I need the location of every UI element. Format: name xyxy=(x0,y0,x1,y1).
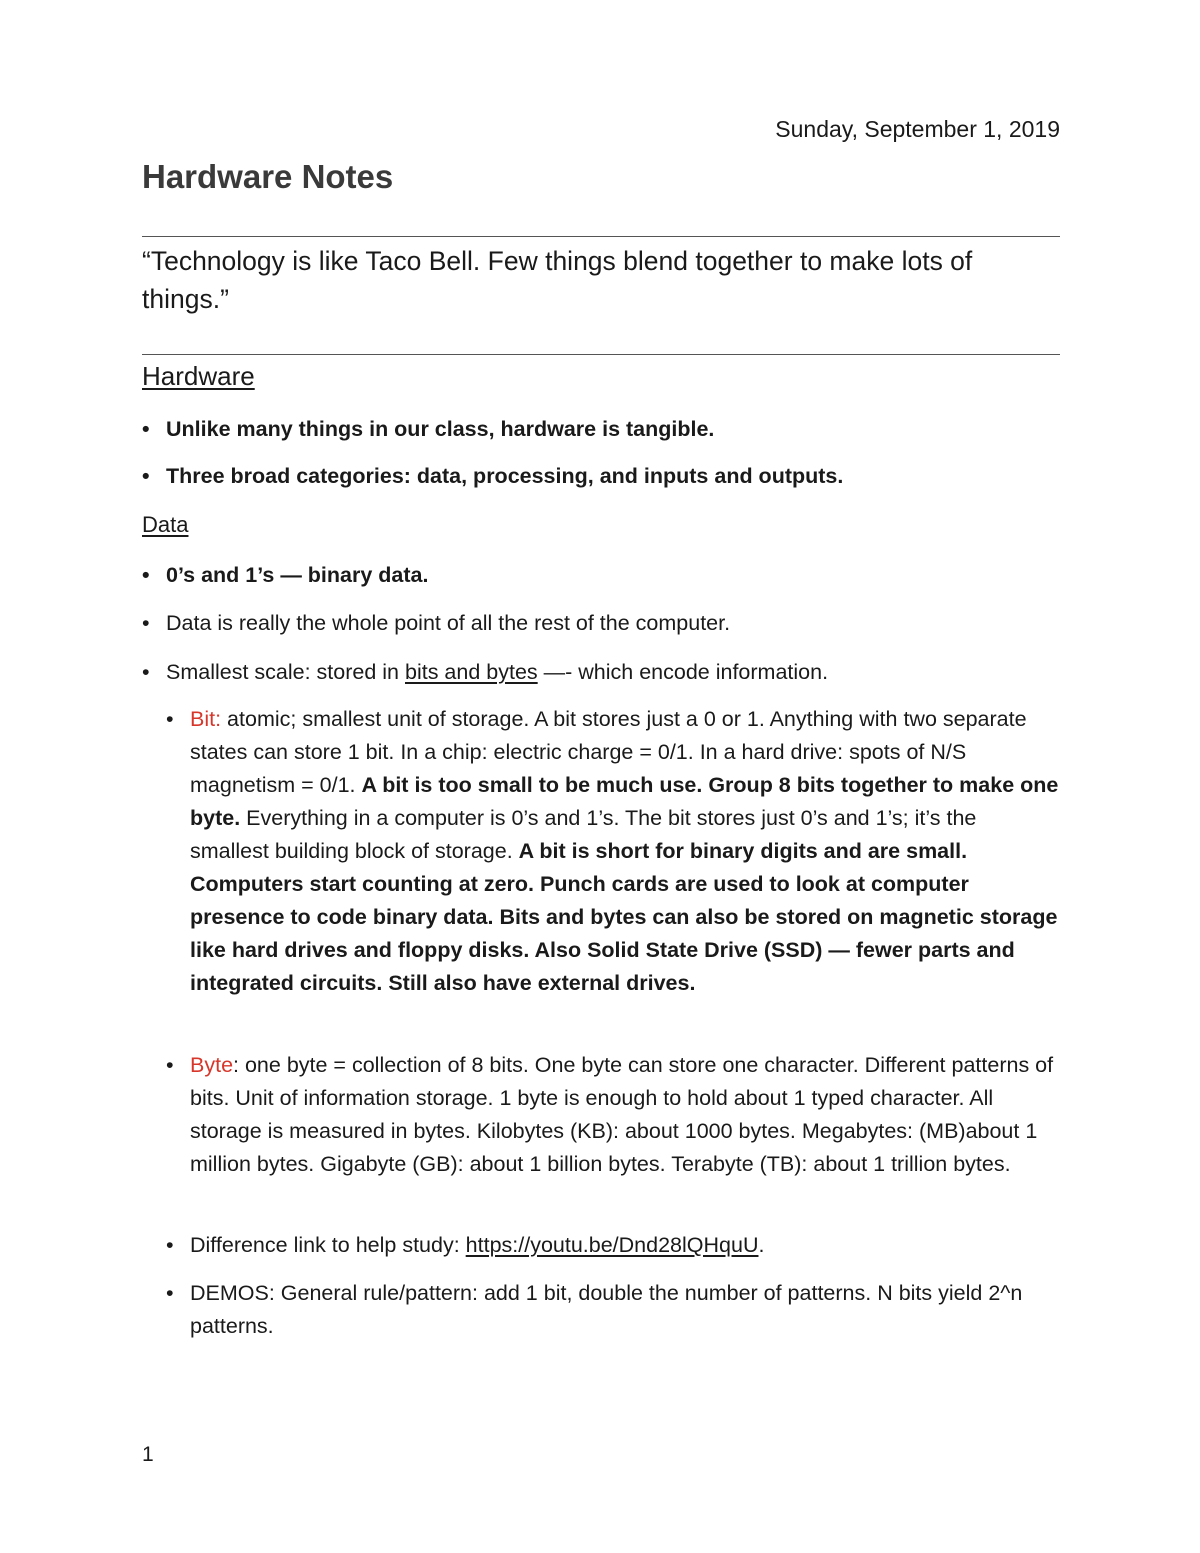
document-page xyxy=(142,0,1060,1553)
divider xyxy=(142,236,1060,237)
sub-list-item-bit: • Bit: atomic; smallest unit of storage. A bit stores just a 0 or 1. Anything with two separate states can store 1 bit. In a chip: electric charge = 0/1. In a hard drive: spots of N/S magnetism = 0/1. A bit is too small to be much use. Group 8 bits together to make one byte. Everything in a computer is 0’s and 1’s. The bit stores just 0’s and 1’s; it’s the smallest building block of storage. A bit is short for binary digits and are small. Computers start counting at zero. Punch cards are used to look at computer presence to code binary data. Bits and bytes can also be stored on magnetic storage like hard drives and floppy disks. Also Solid State Drive (SSD) — fewer parts and integrated circuits. Still also have external drives. xyxy=(166,703,1060,1000)
sub-list-item-demos: • DEMOS: General rule/pattern: add 1 bit, double the number of patterns. N bits yield 2^n patterns. xyxy=(166,1277,1060,1343)
term-link: bits and bytes xyxy=(405,660,538,684)
bullet: • xyxy=(142,464,150,488)
quote: “Technology is like Taco Bell. Few things blend together to make lots of things.” xyxy=(142,246,973,314)
term-label: Byte xyxy=(190,1053,234,1077)
section-heading-hardware: Hardware xyxy=(142,361,255,391)
list-item: • Three broad categories: data, processing, and inputs and outputs. xyxy=(142,460,1060,493)
bullet: • xyxy=(166,1233,174,1257)
list-item: • Data is really the whole point of all the rest of the computer. xyxy=(142,607,1060,640)
study-link[interactable]: https://youtu.be/Dnd28lQHquU xyxy=(465,1233,759,1257)
sub-list-item-link: • Difference link to help study: https://youtu.be/Dnd28lQHquU. xyxy=(166,1229,1060,1262)
list-item: • Unlike many things in our class, hardware is tangible. xyxy=(142,413,1060,446)
bullet: • xyxy=(166,707,174,731)
bullet: • xyxy=(142,563,150,587)
list-item: • 0’s and 1’s — binary data. xyxy=(142,559,1060,592)
page-number: 1 xyxy=(142,1443,154,1466)
bullet: • xyxy=(142,417,150,441)
bullet: • xyxy=(142,660,150,684)
list-item: • Smallest scale: stored in bits and bytes —- which encode information. xyxy=(142,656,1060,689)
divider xyxy=(142,354,1060,355)
page-title: Hardware Notes xyxy=(142,158,394,195)
document-date: Sunday, September 1, 2019 xyxy=(775,116,1060,142)
sub-list-item-byte: • Byte: one byte = collection of 8 bits. One byte can store one character. Different patterns of bits. Unit of information storage. 1 byte is enough to hold about 1 typed character. All storage is measured in bytes. Kilobytes (KB): about 1000 bytes. Megabytes: (MB)about 1 million bytes. Gigabyte (GB): about 1 billion bytes. Terabyte (TB): about 1 trillion bytes. xyxy=(166,1049,1060,1181)
bullet: • xyxy=(142,611,150,635)
term-label: Bit: xyxy=(190,707,222,731)
section-heading-data: Data xyxy=(142,512,189,537)
bullet: • xyxy=(166,1281,174,1305)
bullet: • xyxy=(166,1053,174,1077)
